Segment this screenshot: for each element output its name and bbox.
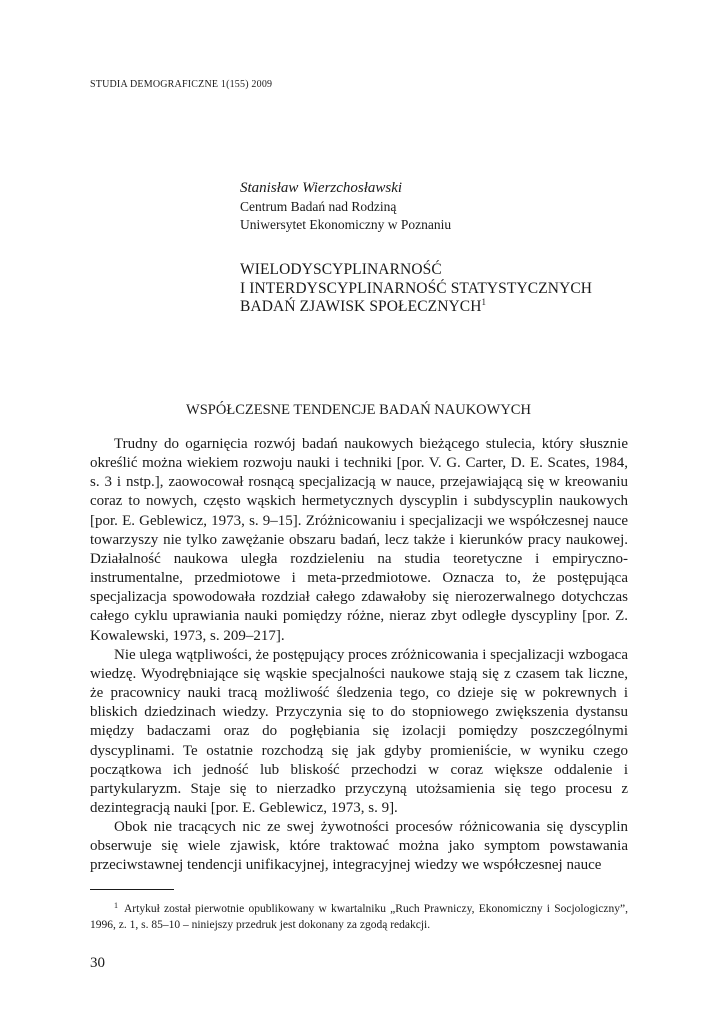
body-text	[90, 435, 628, 876]
title-line-1: WIELODYSCYPLINARNOŚĆ	[240, 261, 442, 278]
paragraph-1: Trudny do ogarnięcia rozwój badań naukowych bieżącego stulecia, który słusznie określić można wiekiem rozwoju nauki i techniki [por. V. G. Carter, D. E. Scates, 1984, s. 3 i nstp.], zaowocował rosnącą specjalizacją w nauce, przejawiającą się w kreowaniu coraz to nowych, często wąskich hermetycznych dyscyplin i subdyscyplin naukowych [por. E. Geblewicz, 1973, s. 9–15]. Zróżnicowaniu i specjalizacji we współczesnej nauce towarzyszy nie tylko zawężanie obszaru badań, lecz także i kierunków pracy naukowej. Działalność naukowa uległa rozdzieleniu na studia teoretyczne i empiryczno-instrumentalne, przedmiotowe i meta-przedmiotowe. Oznacza to, że postępująca specjalizacja spowodowała rozdział całego zdawałoby się nierozerwalnego dotychczas całego cyklu uprawiania nauki pomiędzy różne, nieraz zbyt odległe dyscypliny [por. Z. Kowalewski, 1973, s. 209–217].	[90, 436, 628, 644]
title-line-2: I INTERDYSCYPLINARNOŚĆ STATYSTYCZNYCH	[240, 279, 593, 297]
footnote-paragraph	[90, 901, 628, 933]
title-footnote-mark[interactable]: 1	[481, 297, 487, 307]
article-title	[240, 261, 592, 317]
paragraph-3: Obok nie tracących nic ze swej żywotności procesów różnicowania się dyscyplin obserwuje się wiele zjawisk, które traktować można jako symptom powstawania przeciwstawnej tendencji unifikacyjnej, integracyjnej wiedzy we współczesnej nauce	[90, 819, 628, 874]
page-number: 30	[90, 955, 105, 971]
title-line-3-text: BADAŃ ZJAWISK SPOŁECZNYCH	[240, 298, 482, 315]
footnote-mark: 1	[114, 901, 118, 910]
footnote-divider	[90, 889, 174, 890]
affiliation-line-2: Uniwersytet Ekonomiczny w Poznaniu	[240, 217, 452, 232]
footnote	[90, 901, 628, 933]
affiliation-line-1: Centrum Badań nad Rodziną	[240, 199, 397, 214]
journal-header: STUDIA DEMOGRAFICZNE 1(155) 2009	[90, 79, 273, 90]
paragraph-2: Nie ulega wątpliwości, że postępujący proces zróżnicowania i specjalizacji wzbogaca wiedzę. Wyodrębniające się wąskie specjalności naukowe stają się z czasem tak liczne, że pracownicy nauki tracą możliwość śledzenia tego, co dzieje się w pokrewnych i bliskich dziedzinach wiedzy. Przyczynia się to do stopniowego zwiększenia dystansu między badaczami oraz do pogłębiania się izolacji pomiędzy poszczególnymi dyscyplinami. Te ostatnie rozchodzą się jak gdyby promieniście, w wyniku czego początkowa ich jedność lub bliskość przechodzi w coraz większe oddalenie i partykularyzm. Staje się to nierzadko przyczyną utożsamienia się tego procesu z dezintegracją nauki [por. E. Geblewicz, 1973, s. 9].	[90, 646, 628, 816]
title-line-3	[240, 298, 592, 317]
section-heading: WSPÓŁCZESNE TENDENCJE BADAŃ NAUKOWYCH	[186, 402, 531, 418]
author-block	[240, 178, 451, 234]
author-name: Stanisław Wierzchosławski	[240, 180, 403, 196]
footnote-text: Artykuł został pierwotnie opublikowany w kwartalniku „Ruch Prawniczy, Ekonomiczny i Socjologiczny”, 1996, z. 1, s. 85–10 – niniejszy przedruk jest dokonany za zgodą redakcji.	[90, 903, 628, 931]
